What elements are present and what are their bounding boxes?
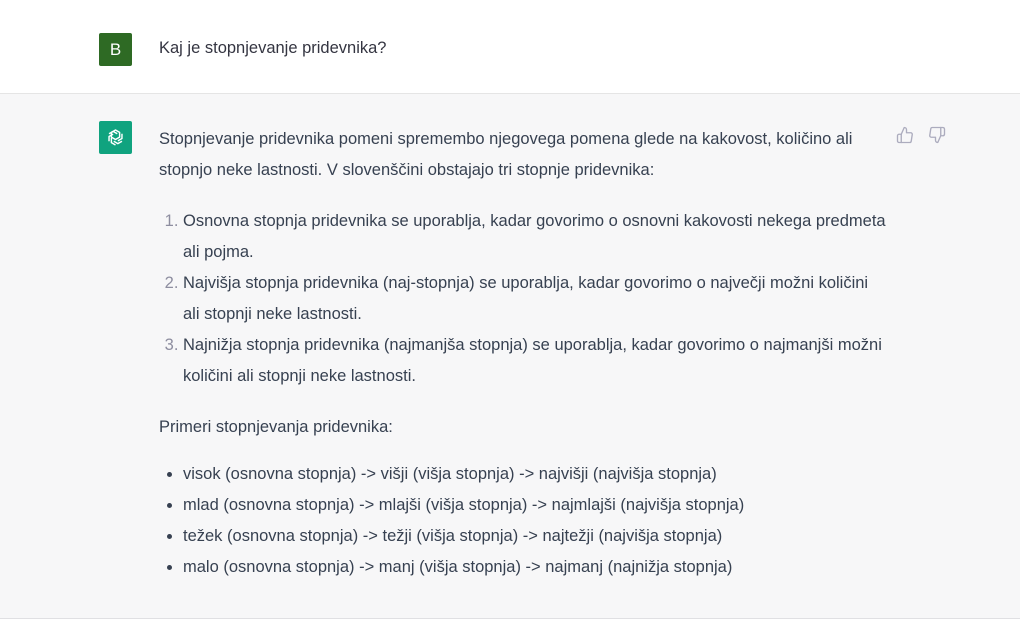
bullet-list-item: • visok (osnovna stopnja) -> višji (višja stopnja) -> najvišji (najvišja stopnja) [183,459,889,490]
user-message-row [0,0,1020,94]
examples-heading: Primeri stopnjevanja pridevnika: [159,418,393,436]
numbered-list-item: 3. Najnižja stopnja pridevnika (najmanjša stopnja) se uporablja, kadar govorimo o najmanjši možni količini ali stopnji neke lastnosti. [183,330,889,392]
numbered-list [159,206,889,392]
thumbs-up-button[interactable] [894,124,916,146]
numbered-list-item: 2. Najvišja stopnja pridevnika (naj-stopnja) se uporablja, kadar govorimo o največji možni količini ali stopnji neke lastnosti. [183,268,889,330]
user-avatar [99,33,132,66]
assistant-message-content [159,124,889,583]
numbered-list-item: 1. Osnovna stopnja pridevnika se uporablja, kadar govorimo o osnovni kakovosti nekega predmeta ali pojma. [183,206,889,268]
user-avatar-initial: B [109,39,122,59]
bullet-list [159,459,889,583]
thumbs-up-icon [896,126,914,144]
intro-paragraph: Stopnjevanje pridevnika pomeni spremembo njegovega pomena glede na kakovost, količino ali stopnjo neke lastnosti. V slovenščini obstajajo tri stopnje pridevnika: [159,130,853,179]
bullet-list-item: • mlad (osnovna stopnja) -> mlajši (višja stopnja) -> najmlajši (najvišja stopnja) [183,490,889,521]
thumbs-down-button[interactable] [926,124,948,146]
assistant-message-row [0,94,1020,619]
user-message-text: Kaj je stopnjevanje pridevnika? [159,39,387,57]
thumbs-down-icon [928,126,946,144]
bullet-list-item: • malo (osnovna stopnja) -> manj (višja stopnja) -> najmanj (najnižja stopnja) [183,552,889,583]
openai-logo-icon [104,126,127,149]
assistant-avatar [99,121,132,154]
bullet-list-item: • težek (osnovna stopnja) -> težji (višja stopnja) -> najtežji (najvišja stopnja) [183,521,889,552]
